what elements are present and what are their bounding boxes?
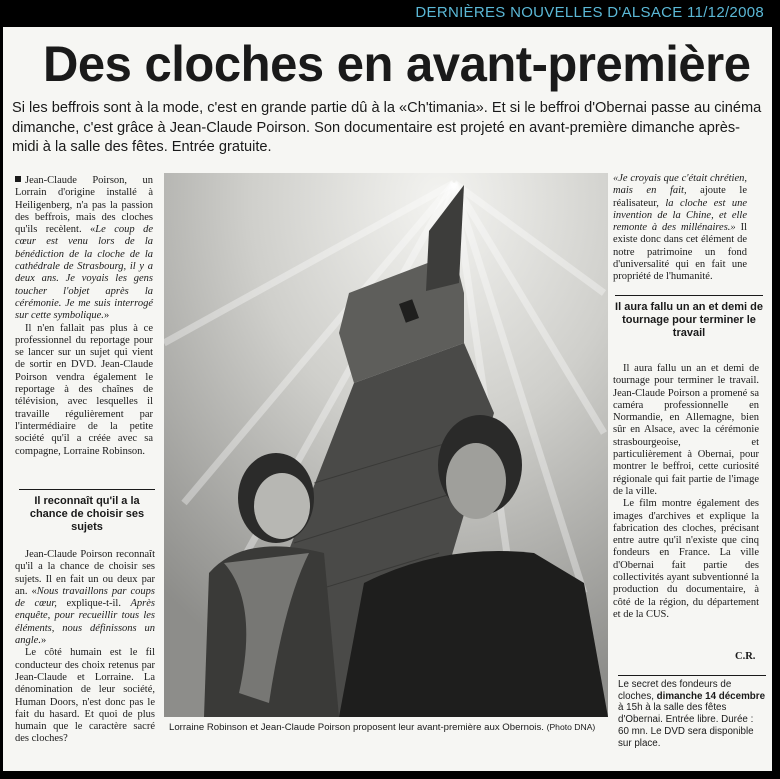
- belfry-photo-illustration: [164, 173, 608, 717]
- event-info-box: Le secret des fondeurs de cloches, dimanche 14 décembre à 15h à la salle des fêtes d'Obernai. Entrée libre. Durée : 60 mn. Le DVD sera disponible sur place.: [618, 675, 766, 749]
- right-subheading: Il aura fallu un an et demi de tournage pour terminer le travail: [615, 295, 763, 340]
- right-column-continued: [613, 363, 759, 621]
- bullet-icon: [15, 176, 21, 182]
- left-subheading: Il reconnaît qu'il a la chance de choisir ses sujets: [19, 489, 155, 534]
- left-column: [15, 175, 153, 458]
- author-signature: C.R.: [735, 651, 756, 662]
- paragraph: Le côté humain est le fil conducteur des choix retenus par Jean-Claude et Lorraine. La dénomination de leur société, Human Doors, n'est donc pas le fait du hasard. Et quoi de plus humain que le caractère sacré des cloches?: [15, 647, 155, 745]
- paragraph: Jean-Claude Poirson reconnaît qu'il a la chance de choisir ses sujets. Il en fait un ou deux par an. «Nous travaillons par coups de cœur, explique-t-il. Après enquête, pour recueillir tous les éléments, nous définissons un angle.»: [15, 549, 155, 647]
- lead-paragraph: Si les beffrois sont à la mode, c'est en grande partie dû à la «Ch'timania». Et si le beffroi d'Obernai passe au cinéma dimanche, c'est grâce à Jean-Claude Poirson. Son documentaire est projeté en avant-première dimanche après-midi à la salle des fêtes. Entrée gratuite.: [12, 100, 762, 155]
- photo-caption: Lorraine Robinson et Jean-Claude Poirson proposent leur avant-première aux Obernois. (Photo DNA): [169, 722, 596, 733]
- source-label: DERNIÈRES NOUVELLES D'ALSACE 11/12/2008: [415, 4, 764, 21]
- paragraph: Il n'en fallait pas plus à ce professionnel du reportage pour se lancer sur un sujet qui vient de sortir en DVD. Jean-Claude Poirson vendra également le reportage à des chaînes de télévision, avec lesquelles il travaille régulièrement par l'intermédiaire de la petite société qu'il a créée avec sa compagne, Lorraine Robinson.: [15, 322, 153, 457]
- left-column-continued: [15, 549, 155, 746]
- headline: Des cloches en avant-première: [43, 36, 751, 92]
- right-column: [613, 173, 747, 284]
- paragraph: Le film montre également des images d'archives et explique la fabrication des cloches, précisant entre autre qu'il n'existe que cinq fondeurs en France. La ville d'Obernai fait partie des collectivités ayant subventionné la production du documentaire, à côté de la région, du département et de la CUS.: [613, 498, 759, 620]
- paragraph: Jean-Claude Poirson, un Lorrain d'origine installé à Heiligenberg, n'a pas la passion des beffrois, mais des cloches qu'ils recèlent. «Le coup de cœur est venu lors de la bénédiction de la cloche de la cathédrale de Strasbourg, il y a deux ans. Je voyais les gens toucher l'objet après la cérémonie. Je me suis interrogé sur cette symbolique.»: [15, 175, 153, 322]
- newspaper-clipping: [3, 27, 772, 771]
- paragraph: «Je croyais que c'était chrétien, mais en fait, ajoute le réalisateur, la cloche est une invention de la Chine, et elle remonte à des millénaires.» Il existe donc dans cet élément de notre patrimoine un fond d'universalité qui en fait une propriété de l'humanité.: [613, 173, 748, 283]
- paragraph: Il aura fallu un an et demi de tournage pour terminer le travail. Jean-Claude Poirson a promené sa caméra professionnelle en Normandie, en Allemagne, bien sûr en Alsace, avec la cérémonie strasbourgeoise, et particulièrement à Obernai, pour montrer le beffroi, cette curiosité régionale qui fait partie de l'image de la ville.: [613, 363, 759, 497]
- event-date: dimanche 14 décembre: [656, 690, 766, 702]
- photo-belfry: [164, 173, 608, 717]
- top-banner: [0, 0, 780, 27]
- photo-credit: (Photo DNA): [546, 722, 596, 732]
